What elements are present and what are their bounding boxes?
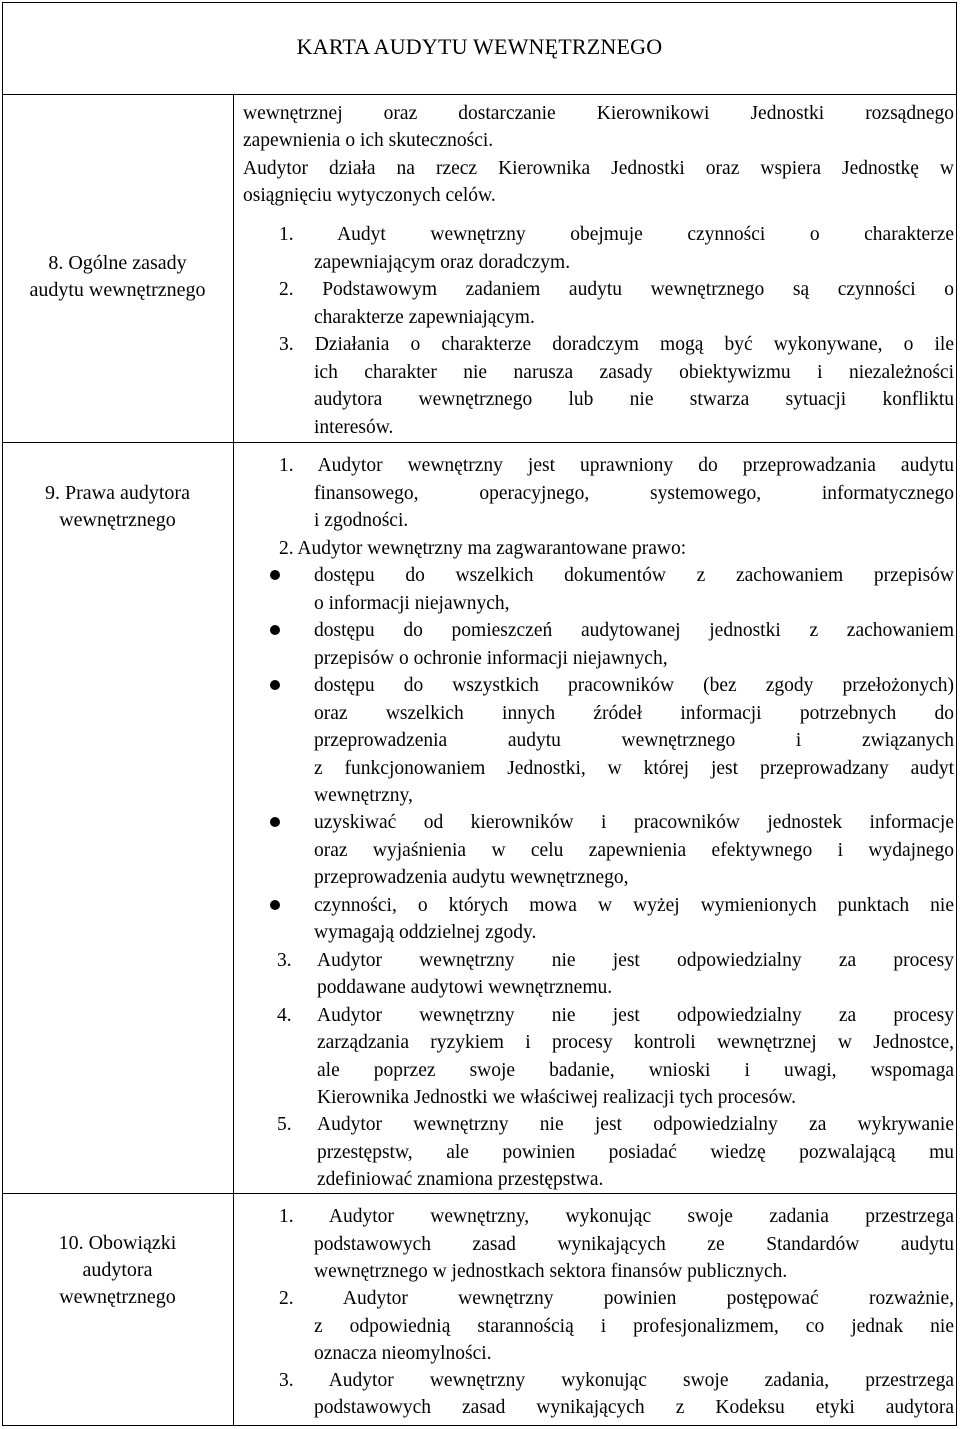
s9-line: o informacji niejawnych, [314,593,510,614]
s9-line: oraz wszelkich innych źródeł informacji potrzebnych do [314,703,954,724]
s9-line: wewnętrzny, [314,785,413,806]
s8-line: audytora wewnętrznego lub nie stwarza sytuacji konfliktu [314,389,954,410]
section-10-title-line: 10. Obowiązki [58,1232,177,1254]
section-9-title-line: 9. Prawa audytora [45,482,190,504]
s8-line: 1. Audyt wewnętrzny obejmuje czynności o charakterze [279,224,954,245]
s9-number: 4. [277,1005,292,1026]
row-divider-1 [2,442,957,443]
bullet-icon [270,625,280,635]
s10-line: 2. Audytor wewnętrzny powinien postępować rozważnie, [279,1288,954,1309]
s9-line: Kierownika Jednostki we właściwej realizacji tych procesów. [317,1087,797,1108]
s9-line: przeprowadzenia audytu wewnętrznego, [314,867,629,888]
section-10-title [2,1230,233,1311]
s9-line: wymagają oddzielnej zgody. [314,922,537,943]
section-9-title-line: wewnętrznego [59,509,176,531]
s9-line: ale poprzez swoje badanie, wnioski i uwagi, wspomaga [317,1060,954,1081]
s9-line: zarządzania ryzykiem i procesy kontroli wewnętrznej w Jednostce, [317,1032,954,1053]
page-title: KARTA AUDYTU WEWNĘTRZNEGO [296,34,663,59]
s9-line: poddawane audytowi wewnętrznemu. [317,977,613,998]
s10-line: 1. Audytor wewnętrzny, wykonując swoje zadania przestrzega [279,1206,954,1227]
s8-line: interesów. [314,417,394,438]
bullet-icon [270,680,280,690]
bullet-icon [270,570,280,580]
s9-line: 1. Audytor wewnętrzny jest uprawniony do przeprowadzania audytu [279,455,954,476]
s8-line: charakterze zapewniającym. [314,307,535,328]
s9-line: finansowego, operacyjnego, systemowego, informatycznego [314,483,954,504]
s9-number: 3. [277,950,292,971]
bullet-icon [270,817,280,827]
s9-line: Audytor wewnętrzny nie jest odpowiedzialny za procesy [317,950,954,971]
s9-number: 5. [277,1114,292,1135]
title-divider [2,94,957,95]
intro-line: osiągnięciu wytyczonych celów. [243,185,496,206]
s9-line: dostępu do pomieszczeń audytowanej jednostki z zachowaniem [314,620,954,641]
s10-line: podstawowych zasad wynikających ze Standardów audytu [314,1234,954,1255]
s10-line: z odpowiednią starannością i profesjonalizmem, co jednak nie [314,1316,954,1337]
section-9-title [2,480,233,534]
section-8-title-line: 8. Ogólne zasady [48,252,187,274]
s9-line: oraz wyjaśnienia w celu zapewnienia efektywnego i wydajnego [314,840,954,861]
column-divider [233,94,234,1426]
s9-line: dostępu do wszelkich dokumentów z zachowaniem przepisów [314,565,954,586]
s9-line: 2. Audytor wewnętrzny ma zagwarantowane prawo: [279,538,687,559]
s9-line: Audytor wewnętrzny nie jest odpowiedzialny za procesy [317,1005,954,1026]
s9-line: czynności, o których mowa w wyżej wymienionych punktach nie [314,895,954,916]
s8-line: 3. Działania o charakterze doradczym mogą być wykonywane, o ile [279,334,954,355]
intro-line: zapewnienia o ich skuteczności. [243,130,494,151]
s10-line: 3. Audytor wewnętrzny wykonując swoje zadania, przestrzega [279,1370,954,1391]
s8-line: 2. Podstawowym zadaniem audytu wewnętrznego są czynności o [279,279,954,300]
s9-line: z funkcjonowaniem Jednostki, w której jest przeprowadzany audyt [314,758,954,779]
intro-line: wewnętrznej oraz dostarczanie Kierownikowi Jednostki rozsądnego [243,103,954,124]
s10-line: oznacza nieomylności. [314,1343,492,1364]
intro-line: Audytor działa na rzecz Kierownika Jednostki oraz wspiera Jednostkę w [243,158,954,179]
bullet-icon [270,900,280,910]
s9-line: uzyskiwać od kierowników i pracowników jednostek informacje [314,812,954,833]
s8-line: ich charakter nie narusza zasady obiektywizmu i niezależności [314,362,954,383]
section-8-title [2,250,233,304]
s9-line: zdefiniować znamiona przestępstwa. [317,1169,604,1190]
section-10-title-line: audytora [82,1259,153,1281]
s9-line: przepisów o ochronie informacji niejawnych, [314,648,668,669]
s9-line: dostępu do wszystkich pracowników (bez zgody przełożonych) [314,675,954,696]
row-divider-2 [2,1193,957,1194]
section-8-title-line: audytu wewnętrznego [29,279,206,301]
s10-line: podstawowych zasad wynikających z Kodeksu etyki audytora [314,1397,954,1418]
s9-line: i zgodności. [314,510,409,531]
s9-line: przeprowadzenia audytu wewnętrznego i związanych [314,730,954,751]
s10-line: wewnętrznego w jednostkach sektora finansów publicznych. [314,1261,788,1282]
s9-line: Audytor wewnętrzny nie jest odpowiedzialny za wykrywanie [317,1114,954,1135]
section-10-title-line: wewnętrznego [59,1286,176,1308]
s9-line: przestępstw, ale powinien posiadać wiedzę pozwalającą mu [317,1142,954,1163]
s8-line: zapewniającym oraz doradczym. [314,252,571,273]
